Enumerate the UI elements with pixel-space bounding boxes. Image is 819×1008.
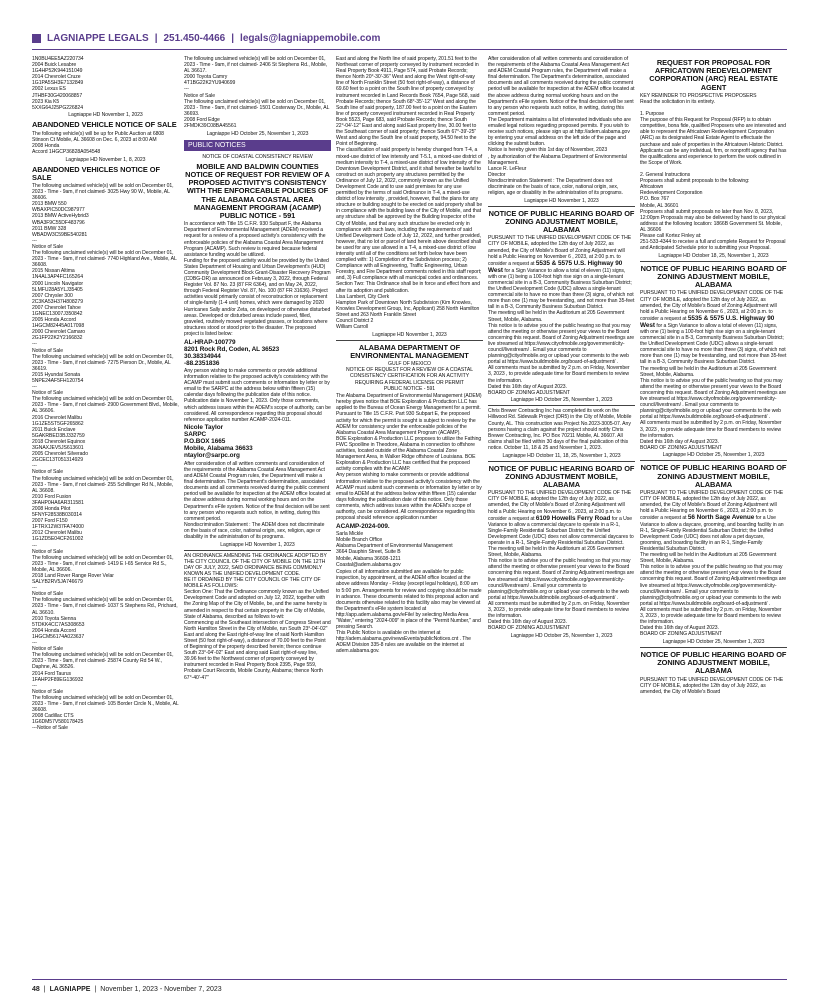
- notice-signature: Lagniappe HD October 11, 18, 25, November 1, 2023: [502, 452, 621, 459]
- ordinance-body: East and along the North line of said property, 201.51 feet to the Northeast corner of property conveyed by instrument recorded in Real Property Book 4911, Page 574, said Probate Records; thence North 20°-30'-36" West and along the West right-of-way line of North Franklin Street (50 foot right-of-way), a distance of 69.60 feet to a point on the South line of property conveyed by instrument recorded in Land Records Book 7654, Page 568, said Probate Records; thence South 68°-35'-12" West and along the South line of said property, 187.00 feet to a point on the Eastern line of property conveyed instrument recorded in Real Property Book 5523, Page 683, said Probate Records; thence South 22°-04'-12" East and along said East property line, 30.00 feet to the Southeast corner of said property; thence South 67°-39'-25" West and along the South line of said property, 94.50 feet to the Point of Beginning. The classification of said property is hereby changed from T-4, a mixed-use district of low intensity and T-5.1, a mixed-use district of medium intensity to T-4, a mixed-use district of low intensity of the Downtown Development District, and it shall hereafter be lawful to construct on such property any structures permitted by the Ordinance of July 12, 2022, commonly known as the Unified Development Code and to use said premises for any use permitted by the terms of said Ordinance in T-4, a mixed-use district of low intensity , provided, however, that the plans for any structure or building sought to be erected on said property shall be in compliance with the building laws of the City of Mobile, and that any structure shall be approved by the Building Inspector of the City of Mobile, and that any such structure be erected only in compliance with such laws, including the requirements of said Unified Development Code of July 12, 2022, and further provided, however, that no lot or parcel of land herein above described shall be used for any use allowed in a T-4, a mixed-use district of low intensity until all of the conditions set forth below have been complied with: 1) Completion of the Subdivision process; 2) Compliance with all Engineering, Traffic Engineering, Urban Forestry, and Fire Department comments noted in this staff report; and, 3) Full compliance with all municipal codes and ordinances. Section Two: This Ordinance shall be in force and effect from and after its adoption and publication. Lisa Lambert, City Clerk Hampton Park of Downtown North Subdivision (Kim Knowles, Knowles Development Group, Inc, Applicant) 258 North Hamilton Street and 263 North Franklin Street Council District 2 William Carroll: [336, 56, 483, 331]
- notice-divider: [640, 647, 787, 648]
- hearing-address: 56 North Sage Avenue: [687, 514, 755, 522]
- section-band-public-notices: PUBLIC NOTICES: [184, 140, 331, 151]
- notice-title: NOTICE OF PUBLIC HEARING BOARD OF ZONING ADJUSTMENT MOBILE, ALABAMA: [488, 463, 635, 490]
- notice-divider: [640, 261, 787, 262]
- column-4: [488, 56, 635, 972]
- column-5: [640, 56, 787, 972]
- notice-signature: Lagniappe HD November 1, 2023: [372, 331, 447, 338]
- header-rule: [32, 49, 787, 50]
- notice-signature: Lagniappe HD November 1, 2023: [524, 197, 599, 204]
- notice-columns: [32, 56, 787, 972]
- notice-title: NOTICE OF PUBLIC HEARING BOARD OF ZONING ADJUSTMENT MOBILE, ALABAMA: [640, 263, 787, 290]
- ordinance-body: AN ORDINANCE AMENDING THE ORDINANCE ADOPTED BY THE CITY COUNCIL OF THE CITY OF MOBILE ON THE 12TH DAY OF JULY, 2022, SAID ORDINANCE BEING COMMONLY KNOWN AS THE UNIFIED DEVELOPMENT CODE. BE IT ORDAINED BY THE CITY COUNCIL OF THE CITY OF MOBILE AS FOLLOWS: Section One: That the Ordinance commonly known as the Unified Development Code and adopted on July 12, 2022, together with the Zoning Map of the City of Mobile, be, and the same hereby is amended in respect to that certain property in the City of Mobile, State of Alabama, described as follows to-wit: Commencing at the Southeast intersection of Congress Street and North Hamilton Street in the City of Mobile, run South 23°-04'-02" East and along the East right-of-way line of said North Hamilton Street (50 foot right-of-way), a distance of 70.00 feet to the Point of Beginning of the property described herein; thence continue South 23°-04'-02" East and along said East right-of-way line, 39.96 feet to the Northwest corner of property conveyed by instrument recorded in Real Property Book 2395, Page 559, Probate Court Records, Mobile County, Alabama; thence North 67°-40'-47": [184, 552, 331, 681]
- notice-divider: [488, 461, 635, 462]
- notice-body: [488, 235, 635, 395]
- notice-signature: Lagniappe HD October 25, November 1, 2023: [662, 452, 765, 459]
- notice-body: [640, 490, 787, 637]
- notice-title: NOTICE OF PUBLIC HEARING BOARD OF ZONING ADJUSTMENT MOBILE, ALABAMA: [488, 208, 635, 235]
- section-title: LAGNIAPPE LEGALS: [47, 33, 149, 44]
- notice-title: ALABAMA DEPARTMENT OF ENVIRONMENTAL MANAGEMENT: [350, 342, 469, 361]
- notice-signature: Lagniappe HD November 1, 2023: [220, 541, 295, 548]
- notice-body: After consideration of all written comments and consideration of the requirements of the Alabama Coastal Area Management Act and ADEM Coastal Program rules, the Department will make a final determination. The Department's determination, associated documents and all comments received during the public comment period will be available for inspection at the ADEM office located at the above address during normal working hours and on the Department's eFile system. Notice of the final decision will be sent to any person who requests such notice, in writing, during this comment period. Nondiscrimination Statement : The ADEM does not discriminate on the basis of race, color, national origin, sex, religion, age or disability in the administration of its programs.: [184, 460, 331, 540]
- header-separator: |: [154, 33, 158, 44]
- paper-name: LAGNIAPPE: [49, 985, 91, 993]
- notice-body-text: for a Use Variance to allow a commercial daycare to operate in a R-1, Single-Family Residential Suburban District; the Unified Development Code (UDC) does not allow commercial daycares to operate in a R-1, Single-Family Residential Suburban District. The meeting will be held in the Auditorium at 205 Government Street, Mobile, Alabama. This notice is to advise you of the public hearing so that you may attend the meeting or otherwise present your views to the Board concerning this request. Board of Zoning Adjustment meetings are live streamed at https://www.cityofmobile.org/government/city-council/livestream/ . Email your comments to planning@cityofmobile.org or upload your comments to the web portal at https://www.buildmobile.org/board-of-adjustment/ . All comments must be submitted by 2 p.m. on Friday, November 3, 2023 , to provide adequate time for Board members to review the information. Dated this 16th day of August 2023. BOARD OF ZONING ADJUSTMENT: [488, 515, 635, 632]
- notice-signature: Lagniappe HD October 25, November 1, 2023: [510, 632, 613, 639]
- notice-body: The Alabama Department of Environmental Management (ADEM) hereby gives notice that BOE Exploration & Production LLC has applied to the Bureau of Ocean Energy Management for a permit. Pursuant to Title 15 C.F.R. Part 930 Subpart E, the proposed activity for which the permit is sought is subject to review by the ADEM for consistency under the enforceable policies of the Alabama Coastal Area Management Program (ACAMP). BOE Exploration & Production LLC proposes to utilize the Fathing FWC Spoolline in Theodore, Alabama in connection to offshore activities, located outside of the Alabama Coastal Zone Management Area, in Walker Ridge offshore of Louisiana. BOE Exploration & Production LLC has certified that the proposed activity complies with the ACAMP. Any person wishing to make comments or provide additional information relative to the proposed activity's consistency with the ACAMP must submit such comments or information by letter or by email to ADEM at the address below within fifteen (15) calendar days following the publication date of this notice. Only those comments, which address issues within the ADEM's scope of authority, can be considered. All correspondence regarding this proposal should reference application number: [336, 393, 482, 522]
- legals-email[interactable]: legals@lagniappemobile.com: [240, 33, 381, 44]
- legals-header: [32, 31, 787, 46]
- footer-rule: [32, 979, 787, 980]
- notice-subtitle: GULF OF MEXICO NOTICE OF REQUEST FOR A REVIEW OF A COASTAL CONSISTENCY CERTIFICATION FOR AN ACTIVITY REQUIRING A FEDERAL LICENSE OR PERMIT PUBLIC NOTICE - 591: [345, 361, 473, 392]
- notice-body: [640, 290, 787, 450]
- page-number: 48: [32, 985, 40, 993]
- notice-body: The following vehicle(s) will be up for Public Auction at 6808 Stinson Ct Mobile, AL 36608 on Dec. 6, 2023 at 8:00 AM 2008 Honda Accord 1HGCP36828A054548: [32, 130, 164, 155]
- notice-contact: Nicole Taylor SARPC P.O.BOX 1665 Mobile, Alabama 36633 ntaylor@sarpc.org: [184, 424, 253, 460]
- column-2: [184, 56, 331, 972]
- notice-title: MOBILE AND BALDWIN COUNTIES NOTICE OF REQUEST FOR REVIEW OF A PROPOSED ACTIVITY'S CONSISTENCY WITH THE ENFORCEABLE POLICIES OF THE ALABAMA COASTAL AREA MANAGEMENT PROGRAM (ACAMP) PUBLIC NOTICE - 591: [185, 161, 330, 221]
- notice-body: [488, 490, 635, 631]
- notice-signature: Lagniappe HD October 25, November 1, 2023: [206, 130, 309, 137]
- notice-body-text: for a Use Variance to allow a daycare, grooming, and boarding facility in an R-1, Single-Family Residential Suburban District; the Unified Development Code (UDC) does not allow a pet daycare, grooming, and boarding facility in an R-1, Single-Family Residential Suburban District. The meeting will be held in the Auditorium at 205 Government Street, Mobile, Alabama. This notice is to advise you of the public hearing so that you may attend the meeting or otherwise present your views to the Board concerning this request. Board of Zoning Adjustment meetings are live streamed at https://www.cityofmobile.org/government/city-council/livestream/ . Email your comments to planning@cityofmobile.org or upload your comments to the web portal at https://www.buildmobile.org/board-of-adjustment/ . All comments must be submitted by 2 p.m. on Friday, November 3, 2023 , to provide adequate time for Board members to review the information. Dated this 16th day of August 2023. BOARD OF ZONING ADJUSTMENT: [640, 515, 787, 638]
- notice-body-text: for a Sign Variance to allow a total of eleven (11) signs, with one (1) being a 100-foot high rise sign on a single-tenant commercial site in a B-3, Community Business Suburban District; the Unified Development Code (UDC) allows a single-tenant commercial site to have no more than three (3) signs, of which not more than one (1) may be freestanding, and not more than 35-feet tall in a B-3, Community Business Suburban District. The meeting will be held in the Auditorium at 205 Government Street, Mobile, Alabama. This notice is to advise you of the public hearing so that you may attend the meeting or otherwise present your views to the Board concerning this request. Board of Zoning Adjustment meetings are live streamed at https://www.cityofmobile.org/government/city-council/livestream/ . Email your comments to planning@cityofmobile.org or upload your comments to the web portal at https://www.buildmobile.org/board-of-adjustment/ . All comments must be submitted by 2 p.m. on Friday, November 3, 2023 , to provide adequate time for Board members to review the information. Dated this 16th day of August 2023. BOARD OF ZONING ADJUSTMENT: [640, 322, 787, 451]
- notice-title: ABANDONED VEHICLE NOTICE OF SALE: [32, 120, 177, 130]
- notice-signature: Lagniappe HD October 25, November 1, 2023: [510, 397, 613, 404]
- notice-body-text: PURSUANT TO THE UNIFIED DEVELOPMENT CODE OF THE CITY OF MOBILE, adopted the 12th day of July 2022, as amended, the City of Mobile's Board of Zoning Adjustment will hold a Public Hearing on November 6 , 2023, at 2:00 p.m. to consider a request at: [640, 290, 784, 322]
- page-footer: [32, 984, 222, 994]
- notice-body: After consideration of all written comments and consideration of the requirements of the Alabama Coastal Area Management Act and ADEM Coastal Program rules, the Department will make a final determination. The Department's determination, associated documents and all comments received during the public comment period will be available for inspection at the ADEM office located at the above address during normal working hours and on the Department's eFile system. Notice of the final decision will be sent to any person who requests such notice, in writing, during this comment period. The Department maintains a list of interested individuals who are emailed legal notices regarding proposed permits. If you wish to receive such notices, please sign up at http://adem.alabama.gov by entering your email address on the left side of the page and clicking the submit button. Notice is hereby given this 1st day of November, 2023 , by authorization of the Alabama Department of Environmental Management. Lance R. LeFleur Director Nondiscrimination Statement : The Department does not discriminate on the basis of race, color, national origin, sex, religion, age or disability in the administration of its programs.: [488, 56, 635, 197]
- issue-dates: November 1, 2023 - November 7, 2023: [100, 985, 222, 993]
- footer-separator: |: [94, 985, 97, 993]
- notice-divider: [184, 550, 331, 551]
- notice-body: PURSUANT TO THE UNIFIED DEVELOPMENT CODE OF THE CITY OF MOBILE, adopted the 12th day of July 2022, as amended, the City of Mobile's Board: [640, 676, 785, 695]
- header-separator: |: [231, 33, 235, 44]
- notice-signature: Lagniappe HD November 1, 2023: [68, 112, 143, 119]
- notice-title: NOTICE OF PUBLIC HEARING BOARD OF ZONING ADJUSTMENT MOBILE, ALABAMA: [640, 649, 787, 676]
- notice-body-text: PURSUANT TO THE UNIFIED DEVELOPMENT CODE OF THE CITY OF MOBILE, adopted the 12th day of July 2022, as amended, the City of Mobile's Board of Zoning Adjustment will hold a Public Hearing on November 6 , 2023, at 2:00 p.m. to consider a request at: [640, 490, 784, 522]
- hearing-address: 6109 Howells Ferry Road: [535, 514, 611, 522]
- notice-body: The following unclaimed vehicle(s) will be sold on December 01, 2023 - Time - 9am, if not claimed- 2406 St Stephens Rd., Mobile, AL 36617. 2000 Toyota Camry 4T1BG22K2YU940699 --- Notice of Sale The following unclaimed vehicle(s) will be sold on December 01, 2023 - Time - 9am, if not claimed- 1501 Costerway Dr., Mobile, AL 36693. 2008 Ford Edge 2FMDK39C08BA45561: [184, 56, 330, 130]
- notice-divider: [336, 340, 483, 341]
- notice-divider: [640, 460, 787, 461]
- header-square-icon: [32, 34, 41, 43]
- column-3: [336, 56, 483, 972]
- application-number: ACAMP-2024-009.: [336, 522, 390, 530]
- notice-body: Copies of all information submitted are available for public inspection, by appointment, at the ADEM office located at the above address Monday - Friday (except legal holidays), 8:00 am to 5:00 pm. Arrangements for review and copying should be made in advance. These documents related to this proposal action and documents otherwise related to this facility also may be viewed at the Department's eFile system located at http://app.adem.alabama.gov/eFile/ by selecting Media Area "Water," entering "2024-009" in place of the "Permit Number," and pressing Search. This Public Notice is available on the internet at http://adem.alabama.gov/newsEvents/publicNotices.cnt . The ADEM Division 335-8 rules are available on the internet at adem.alabama.gov.: [336, 569, 482, 655]
- notice-title: REQUEST FOR PROPOSAL FOR AFRICATOWN REDEVELOPMENT CORPORATION (ARC) REAL ESTATE AGENT: [649, 58, 778, 92]
- notice-pretitle: NOTICE OF COASTAL CONSISTENCY REVIEW: [202, 153, 313, 160]
- hearing-address: 5535 & 5575 U.S. Highway 90 West: [640, 314, 775, 329]
- footer-separator: |: [43, 985, 46, 993]
- notice-body: In accordance with Title 15 C.F.R. 930 Subpart F, the Alabama Department of Environmental Management (ADEM) received a request for a review of a proposed activity's consistency with the enforceable policies of the Alabama Coastal Area Management Program (ACAMP). Such review is required because federal assistance funding would be utilized. Funding for the proposed activity would be provided by the United States Department of Housing and Urban Development's (HUD) Community Development Block Grant-Disaster Recovery Program (CDBG-DR) as announced on February 3, 2022, through Federal Register Vol. 87 No. 23 (87 FR 6364), and on May 24, 2022, through Federal Register Vol. 87, No. 100 (87 FR 31636). Project activities would primarily consist of reconstruction or replacement of single-family (1-4 unit) homes, which were damaged by 2020 Hurricanes Sally and/or Zeta, on developed or otherwise disturbed areas. Developed or disturbed areas include paved, filled, graveled, routinely mowed vegetated grasses, or locations where structures stood or stood prior to the disaster. The proposed project is listed below:: [184, 221, 331, 337]
- notice-body-text: PURSUANT TO THE UNIFIED DEVELOPMENT CODE OF THE CITY OF MOBILE, adopted the 12th day of July 2022, as amended, the City of Mobile's Board of Zoning Adjustment will hold a Public Hearing on November 6 , 2023, at 2:00 p.m. to consider a request at: [488, 235, 632, 267]
- notice-title: ABANDONED VEHICLES NOTICE OF SALE: [32, 164, 160, 182]
- notice-contact: Sarla Mickle Mobile Branch Office Alabama Department of Environmental Management 3664 Dauphin Street, Suite B Mobile, Alabama 36608-1211 Coastal@adem.alabama.gov: [336, 531, 453, 568]
- notice-signature: Lagniappe HD October 18, 25, November 1, 2023: [658, 252, 769, 259]
- notice-divider: [488, 206, 635, 207]
- project-id: AL-HRAP-100779 8201 Rock Rd, Coden, AL 36523 30.38334944 -88.2351836: [184, 338, 280, 367]
- notice-body: KEY REMINDER TO PROSPECTIVE PROPOSERS Read the solicitation in its entirety. 1. Purpose The purpose of this Request for Proposal (RFP) is to obtain competitive, bona fide, qualified Proposers who are interested and able to represent the Africatown Redevelopment Corporation (ARC) as its designated Real Estate Agent to effectuate the purchase and sale of properties in the Africatown Historic District. Applicants can be any individual, firm, or nonprofit agency that has the qualifications and experience to perform the work outlined in the Scope of Work. 2. General Instructions Proposers shall submit proposals to the following: Africatown Redevelopment Corporation P.O. Box 767 Mobile, AL 36601 Proposers shall submit proposals no later than Nov. 8, 2023, 12:00pm Proposals may also be delivered by hand to our physical address at the following location: 1866B Government St. Mobile, AL 36606 Please call Kortez Finley at: 251-533-4344 to receive a full and complete Request for Proposal and Anticipated Schedule prior to submitting your Proposal.: [640, 92, 787, 252]
- column-1: [32, 56, 179, 972]
- vehicle-list: 1N0BU4EE5AZ220734 2004 Buick Lesabre 1G4HP52K944151049 2014 Chevrolet Cruze 1G1PA5SH3E7132849 2002 Lexus ES JTHBF30G420068857 2023 Kia K5 5XXG64J25PG226824: [32, 56, 84, 111]
- notice-signature: Lagniappe HD November 1, 8, 2023: [65, 156, 146, 163]
- notice-body: The following unclaimed vehicle(s) will be sold on December 01, 2023 - Time - 9am, if not claimed- 3025 Hwy 90 W., Mobile, AL 36606. 2013 BMW 550 WBAXPIC50DC987977 2013 BMW ActiveHybrid3 WBA3F9C55DF483796 2011 BMW 328 WBADW3C59BE540281 --- Notice of Sale The following unclaimed vehicle(s) will be sold on December 01, 2023 - Time - 9am, if not claimed- 7740 Highland Ave., Mobile, AL 36608. 2015 Nissan Altima 1N4AL3AP4FC165264 2000 Lincoln Navigator 5LMFU28A5YLJ35405 2007 Chrysler 300 2C3KA53H37H808279 2007 Chevrolet Tahoe 1GNEC13007J350842 2005 Honda Accord 1HGCM82445A017098 2000 Chevrolet Camaro 2G1FP22K2Y2166832 --- Notice of Sale The following unclaimed vehicle(s) will be sold on December 01, 2023 - Time - 9am, if not claimed- 7275 Pierson Dr., Mobile, AL 36619. 2015 Hyundai Sonata 5NPE24AF5FH120754 --- Notice of Sale The following unclaimed vehicle(s) will be sold on December 01, 2023 - Time - 9am, if not claimed- 2900 Government Blvd., Mobile, AL 36606. 2016 Chevrolet Malibu 1G1ZE5ST5GF265862 2011 Buick Enclave 5GAKRBED3BJ332759 2018 Chevrolet Equinox 3GNAXJEV5JS613601 2005 Chevrolet Silverado 2GCEC13T051314929 --- Notice of Sale The following unclaimed vehicle(s) will be sold on December 01, 2023 - Time - 9am, if not claimed- 255 Schillinger Rd N., Mobile, AL 36608. 2010 Ford Fusion 3FAHP0HA6AR311581 2008 Honda Pilot 5FNYF28538B030314 2007 Ford F150 1FTRX12W37FA74000 2012 Chevrolet Malibu 1G1ZD5E04CF261002 --- Notice of Sale The following unclaimed vehicle(s) will be sold on December 01, 2023 - Time - 9am, if not claimed- 1419 E I-65 Service Rd S., Mobile, AL 36606. 2018 Land Rover Range Rover Velar SALYB2RV5JA746679 --- Notice of Sale The following unclaimed vehicle(s) will be sold on December 01, 2023 - Time - 9am, if not claimed- 1037 S Stephens Rd., Prichard, AL 36610. 2010 Toyota Sienna 5TDKK4CC7AS308653 2004 Honda Accord 1HGCM56174A023637 --- Notice of Sale The following unclaimed vehicle(s) will be sold on December 01, 2023 - Time - 9am, if not claimed- 25874 County Rd 54 W., Daphne, AL 36526. 2014 Ford Taurus 1FAHP2F89EG136932 --- Notice of Sale The following unclaimed vehicle(s) will be sold on December 01, 2023 - Time - 9am, if not claimed- 105 Border Circle N., Mobile, AL 36608. 2008 Cadillac CTS 1G6DM57V580178425 ---Notice of Sale: [32, 183, 179, 732]
- hearing-address: 5535 & 5575 U.S. Highway 90 West: [488, 259, 623, 274]
- notice-body-text: PURSUANT TO THE UNIFIED DEVELOPMENT CODE OF THE CITY OF MOBILE, adopted the 12th day of July 2022, as amended, the City of Mobile's Board of Zoning Adjustment will hold a Public Hearing on November 6 , 2023, at 2:00 p.m. to consider a request at: [488, 490, 632, 522]
- notice-divider: [488, 405, 635, 406]
- notice-body: Chris Brewer Contracting Inc has completed its work on the Hillwood Rd. Sidewalk Project (DR5) in the City of Mobile, Mobile County, AL. This construction was Project No.2023-3005-07. Any persons having a claim against the project should notify Chris Brewer Contracting, Inc. PO Box 70211 Mobile, AL 36607. All claims shall be filed within 30 days of the final publication of this notice. October 11, 18 & 25 and November 1, 2023.: [488, 408, 633, 451]
- legals-phone: 251.450-4466: [163, 33, 226, 44]
- notice-signature: Lagniappe HD October 25, November 1, 2023: [662, 638, 765, 645]
- notice-body: Any person wishing to make comments or provide additional information relative to the proposed activity's consistency with the ACAMP must submit such comments or information by letter or by email to the SARPC at the address below within fifteen (15) calendar days following the publication date of this notice. Publication date is November 1, 2023. Only those comments, which address issues within the ADEM's scope of authority, can be considered. All correspondence regarding this proposal should reference application number ACAMP-2024-011.: [184, 368, 333, 423]
- notice-body-text: for a Sign Variance to allow a total of eleven (11) signs, with one (1) being a 100-foot high rise sign on a single-tenant commercial site in a B-3, Community Business Suburban District; the Unified Development Code (UDC) allows a single-tenant commercial site to have no more than three (3) signs, of which not more than one (1) may be freestanding, and not more than 35-feet tall in a B-3, Community Business Suburban District. The meeting will be held in the Auditorium at 205 Government Street, Mobile, Alabama. This notice is to advise you of the public hearing so that you may attend the meeting or otherwise present your views to the Board concerning this request. Board of Zoning Adjustment meetings are live streamed at https://www.cityofmobile.org/government/city-council/livestream/ . Email your comments to planning@cityofmobile.org or upload your comments to the web portal at https://www.buildmobile.org/board-of-adjustment/ . All comments must be submitted by 2 p.m. on Friday, November 3, 2023 , to provide adequate time for Board members to review the information. Dated this 16th day of August 2023. BOARD OF ZONING ADJUSTMENT: [488, 267, 635, 396]
- notice-title: NOTICE OF PUBLIC HEARING BOARD OF ZONING ADJUSTMENT MOBILE, ALABAMA: [640, 463, 787, 489]
